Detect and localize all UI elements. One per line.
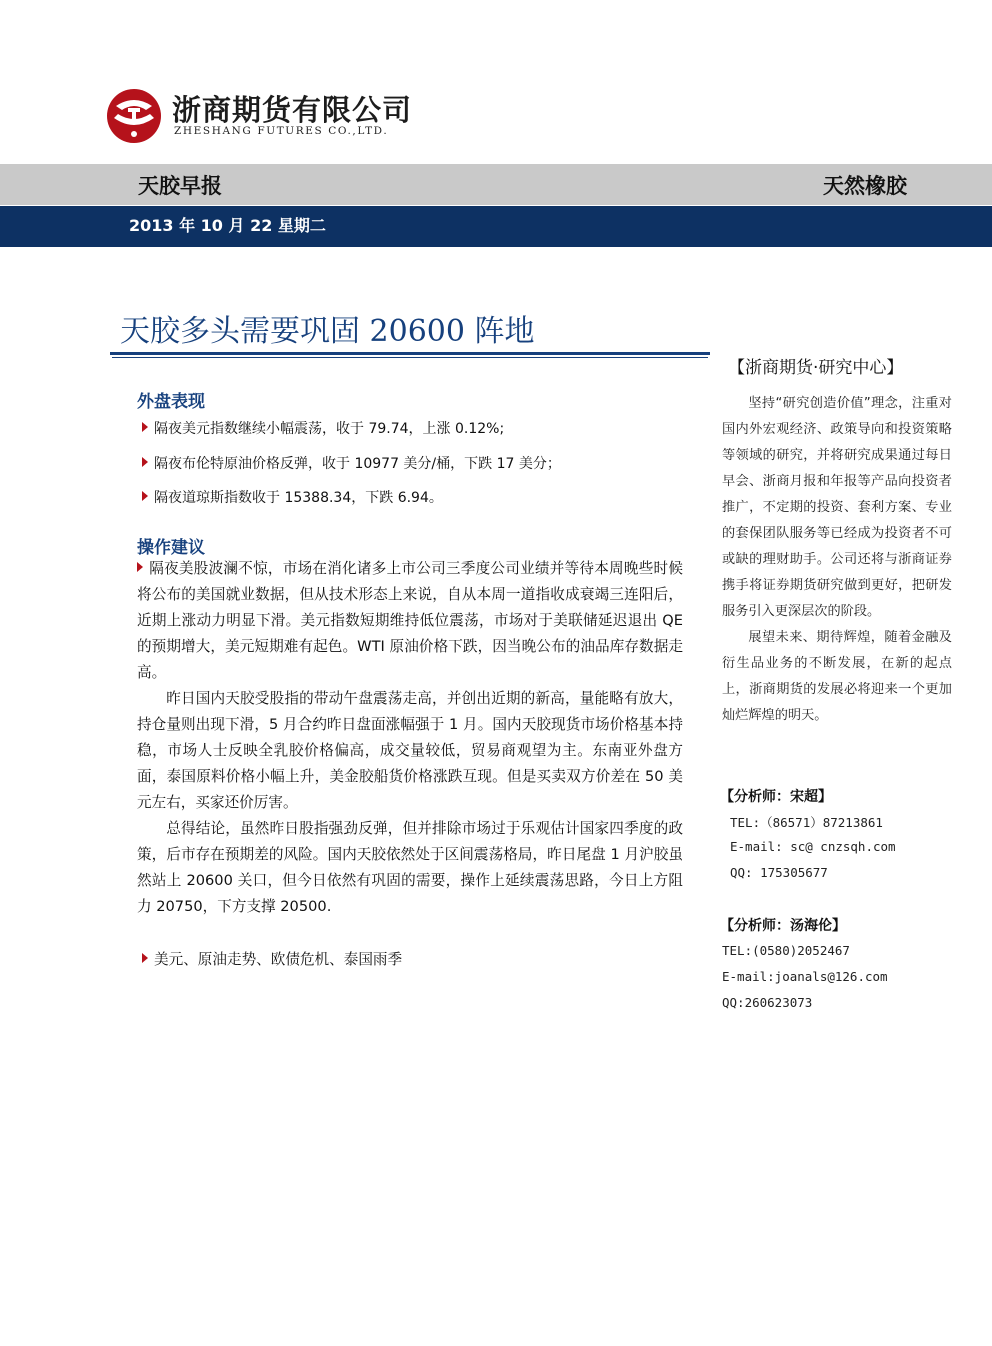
advice-paragraph: 总得结论，虽然昨日股指强劲反弹，但并排除市场过于乐观估计国家四季度的政策，后市存在预期差的风险。国内天胶依然处于区间震荡格局，昨日尾盘 1 月沪胶虽然站上 20600 关口，但今日依然有巩固的需要，操作上延续震荡思路，今日上方阻力 20750，下方支撑 20500. [137,820,683,915]
bullet-triangle-icon [137,562,143,572]
report-category: 天然橡胶 [823,174,907,198]
analyst-heading: 【分析师：汤海伦】 [720,918,846,934]
analyst-email: E-mail:joanals@126.com [722,969,888,984]
report-title: 天胶多头需要巩固 20600 阵地 [120,314,535,349]
title-divider-thin [112,357,708,358]
analyst-heading: 【分析师：宋超】 [720,789,832,805]
bullet-triangle-icon [142,953,148,963]
report-type: 天胶早报 [138,174,222,198]
sidebar-intro-paragraph: 坚持“研究创造价值”理念，注重对国内外宏观经济、政策导向和投资策略等领域的研究，并将研究成果通过每日早会、浙商月报和年报等产品向投资者推广，不定期的投资、套利方案、专业的套保团队服务等已经成为投资者不可或缺的理财助手。公司还将与浙商证券携手将证券期货研究做到更好，把研发服务引入更深层次的阶段。 [722,396,952,619]
risk-factors: 美元、原油走势、欧债危机、泰国雨季 [142,950,402,970]
report-date: 2013 年 10 月 22 星期二 [129,216,326,235]
company-name-cn: 浙商期货有限公司 [172,93,413,127]
advice-heading: 操作建议 [137,538,205,558]
sidebar-heading: 【浙商期货·研究中心】 [728,358,904,378]
overseas-item: 隔夜道琼斯指数收于 15388.34，下跌 6.94。 [142,488,443,508]
bullet-triangle-icon [142,422,148,432]
overseas-item: 隔夜布伦特原油价格反弹，收于 10977 美分/桶，下跌 17 美分； [142,454,561,474]
advice-paragraph: 昨日国内天胶受股指的带动午盘震荡走高，并创出近期的新高，量能略有放大，持仓量则出现下滑，5 月合约昨日盘面涨幅强于 1 月。国内天胶现货市场价格基本持稳，市场人士反映全乳胶价格偏高，成交量较低，贸易商观望为主。东南亚外盘方面，泰国原料价格小幅上升，美金胶船货价格涨跌互现。但是买卖双方价差在 50 美元左右，买家还价厉害。 [137,690,683,811]
analyst-email: E-mail: sc@ cnzsqh.com [730,839,896,854]
advice-paragraph: 隔夜美股波澜不惊，市场在消化诸多上市公司三季度公司业绩并等待本周晚些时候将公布的美国就业数据，但从技术形态上来说，自从本周一道指收成衰竭三连阳后，近期上涨动力明显下滑。美元指数短期维持低位震荡，市场对于美联储延迟退出 QE 的预期增大，美元短期难有起色。WTI 原油价格下跌，因当晚公布的油品库存数据走高。 [137,560,683,681]
analyst-qq: QQ: 175305677 [730,865,828,880]
analyst-tel: TEL:(0580)2052467 [722,943,850,958]
overseas-item: 隔夜美元指数继续小幅震荡，收于 79.74，上涨 0.12%; [142,419,504,439]
sidebar-intro-paragraph: 展望未来、期待辉煌，随着金融及衍生品业务的不断发展，在新的起点上，浙商期货的发展必将迎来一个更加灿烂辉煌的明天。 [722,630,952,723]
advice-body [137,556,683,920]
company-name-en: ZHESHANG FUTURES CO.,LTD. [174,125,389,137]
overseas-heading: 外盘表现 [137,392,205,412]
sidebar-intro [722,391,952,729]
bullet-triangle-icon [142,457,148,467]
analyst-tel: TEL:（86571）87213861 [730,815,883,830]
company-logo-icon [106,88,162,144]
title-divider [110,352,710,355]
analyst-qq: QQ:260623073 [722,995,813,1010]
bullet-triangle-icon [142,491,148,501]
